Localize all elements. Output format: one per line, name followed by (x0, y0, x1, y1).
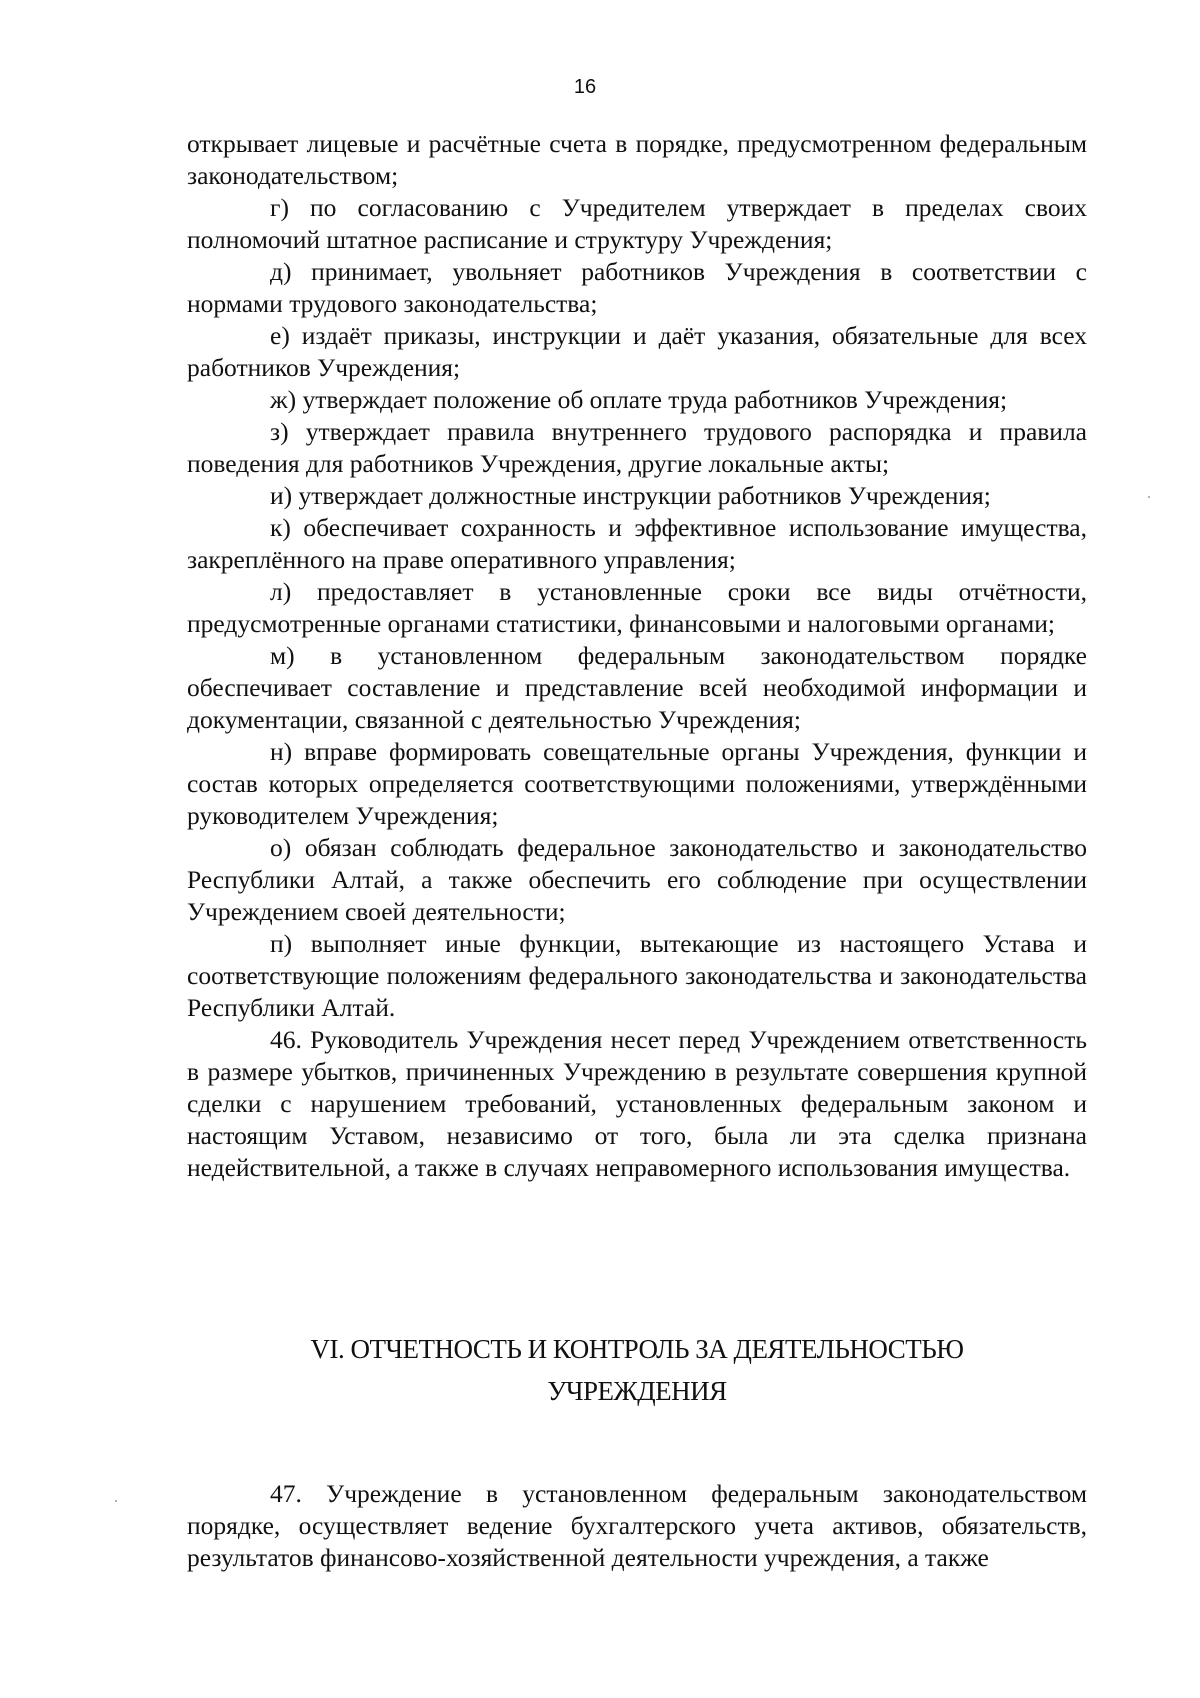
paragraph-item-m: м) в установленном федеральным законодательством порядке обеспечивает составление и представление всей необходимой информации и документации, связанной с деятельностью Учреждения; (187, 641, 1087, 734)
body-text (187, 128, 1087, 1184)
section-heading-line-2: УЧРЕЖДЕНИЯ (547, 1376, 727, 1406)
paragraph-item-n: н) вправе формировать совещательные органы Учреждения, функции и состав которых определяется соответствующими положениями, утверждёнными руководителем Учреждения; (187, 737, 1087, 830)
scan-speck (115, 1500, 117, 1502)
paragraph-continuation: открывает лицевые и расчётные счета в порядке, предусмотренном федеральным законодательством; (187, 129, 1087, 190)
paragraph-item-o: о) обязан соблюдать федеральное законодательство и законодательство Республики Алтай, а также обеспечить его соблюдение при осуществлении Учреждением своей деятельности; (187, 833, 1087, 926)
paragraph-clause-47: 47. Учреждение в установленном федеральным законодательством порядке, осуществляет ведение бухгалтерского учета активов, обязательств, результатов финансово-хозяйственной деятельности учреждения, а также (187, 1479, 1087, 1572)
section-heading-line-1: VI. ОТЧЕТНОСТЬ И КОНТРОЛЬ ЗА ДЕЯТЕЛЬНОСТЬЮ (310, 1334, 964, 1364)
body-text-section-6 (187, 1478, 1087, 1574)
paragraph-item-z: з) утверждает правила внутреннего трудового распорядка и правила поведения для работников Учреждения, другие локальные акты; (187, 417, 1087, 478)
paragraph-item-zh: ж) утверждает положение об оплате труда работников Учреждения; (270, 385, 1008, 414)
scan-speck (1148, 496, 1150, 498)
paragraph-item-p: п) выполняет иные функции, вытекающие из настоящего Устава и соответствующие положениям федерального законодательства и законодательства Республики Алтай. (187, 929, 1087, 1022)
section-heading (187, 1328, 1087, 1412)
paragraph-item-i: и) утверждает должностные инструкции работников Учреждения; (270, 481, 991, 510)
page-number: 16 (573, 76, 597, 98)
paragraph-item-g: г) по согласованию с Учредителем утверждает в пределах своих полномочий штатное расписание и структуру Учреждения; (187, 193, 1087, 254)
paragraph-item-k: к) обеспечивает сохранность и эффективное использование имущества, закреплённого на праве оперативного управления; (187, 513, 1087, 574)
paragraph-item-d: д) принимает, увольняет работников Учреждения в соответствии с нормами трудового законодательства; (187, 257, 1087, 318)
paragraph-item-e: е) издаёт приказы, инструкции и даёт указания, обязательные для всех работников Учреждения; (187, 321, 1087, 382)
paragraph-clause-46: 46. Руководитель Учреждения несет перед Учреждением ответственность в размере убытков, причиненных Учреждению в результате совершения крупной сделки с нарушением требований, установленных федеральным законом и настоящим Уставом, независимо от того, была ли эта сделка признана недействительной, а также в случаях неправомерного использования имущества. (187, 1025, 1087, 1182)
paragraph-item-l: л) предоставляет в установленные сроки все виды отчётности, предусмотренные органами статистики, финансовыми и налоговыми органами; (187, 577, 1087, 638)
